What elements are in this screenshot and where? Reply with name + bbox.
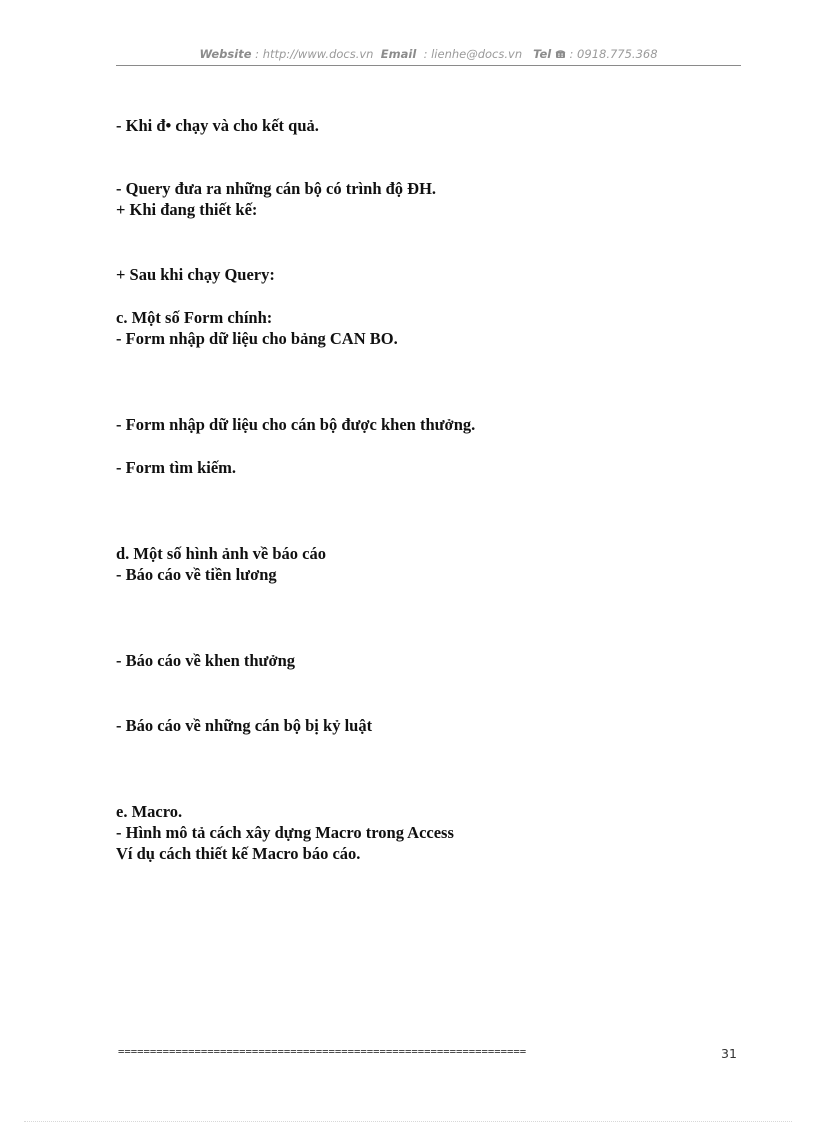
website-label: Website (199, 47, 252, 61)
page-header (116, 47, 741, 62)
text-line-6: - Form nhập dữ liệu cho bảng CAN BO. (116, 329, 398, 348)
section-heading-c: c. Một số Form chính: (116, 308, 273, 327)
email-value: : lienhe@docs.vn (423, 47, 523, 61)
email-label: Email (380, 47, 417, 61)
text-line-2: - Query đưa ra những cán bộ có trình độ ĐH. (116, 179, 437, 198)
text-line-14: - Hình mô tả cách xây dựng Macro trong Access (116, 823, 454, 842)
text-line-11: - Báo cáo về khen thưởng (116, 651, 296, 670)
text-line-8: - Form tìm kiếm. (116, 458, 237, 477)
text-line-3: + Khi đang thiết kế: (116, 200, 258, 219)
page-number: 31 (721, 1046, 737, 1061)
text-line-1: - Khi đ• chạy và cho kết quả. (116, 116, 319, 135)
website-value: : http://www.docs.vn (255, 47, 374, 61)
text-line-12: - Báo cáo về những cán bộ bị kỷ luật (116, 716, 373, 735)
text-line-15: Ví dụ cách thiết kế Macro báo cáo. (116, 844, 361, 863)
text-line-7: - Form nhập dữ liệu cho cán bộ được khen thưởng. (116, 415, 476, 434)
header-rule (116, 65, 741, 66)
phone-icon (555, 48, 566, 62)
page-edge (24, 1121, 792, 1122)
footer-rule: ================================================================ (118, 1046, 527, 1058)
section-heading-d: d. Một số hình ảnh về báo cáo (116, 544, 326, 563)
tel-label: Tel (533, 47, 552, 61)
text-line-4: + Sau khi chạy Query: (116, 265, 275, 284)
tel-value: : 0918.775.368 (569, 47, 658, 61)
section-heading-e: e. Macro. (116, 802, 183, 821)
text-line-10: - Báo cáo về tiền lương (116, 565, 277, 584)
